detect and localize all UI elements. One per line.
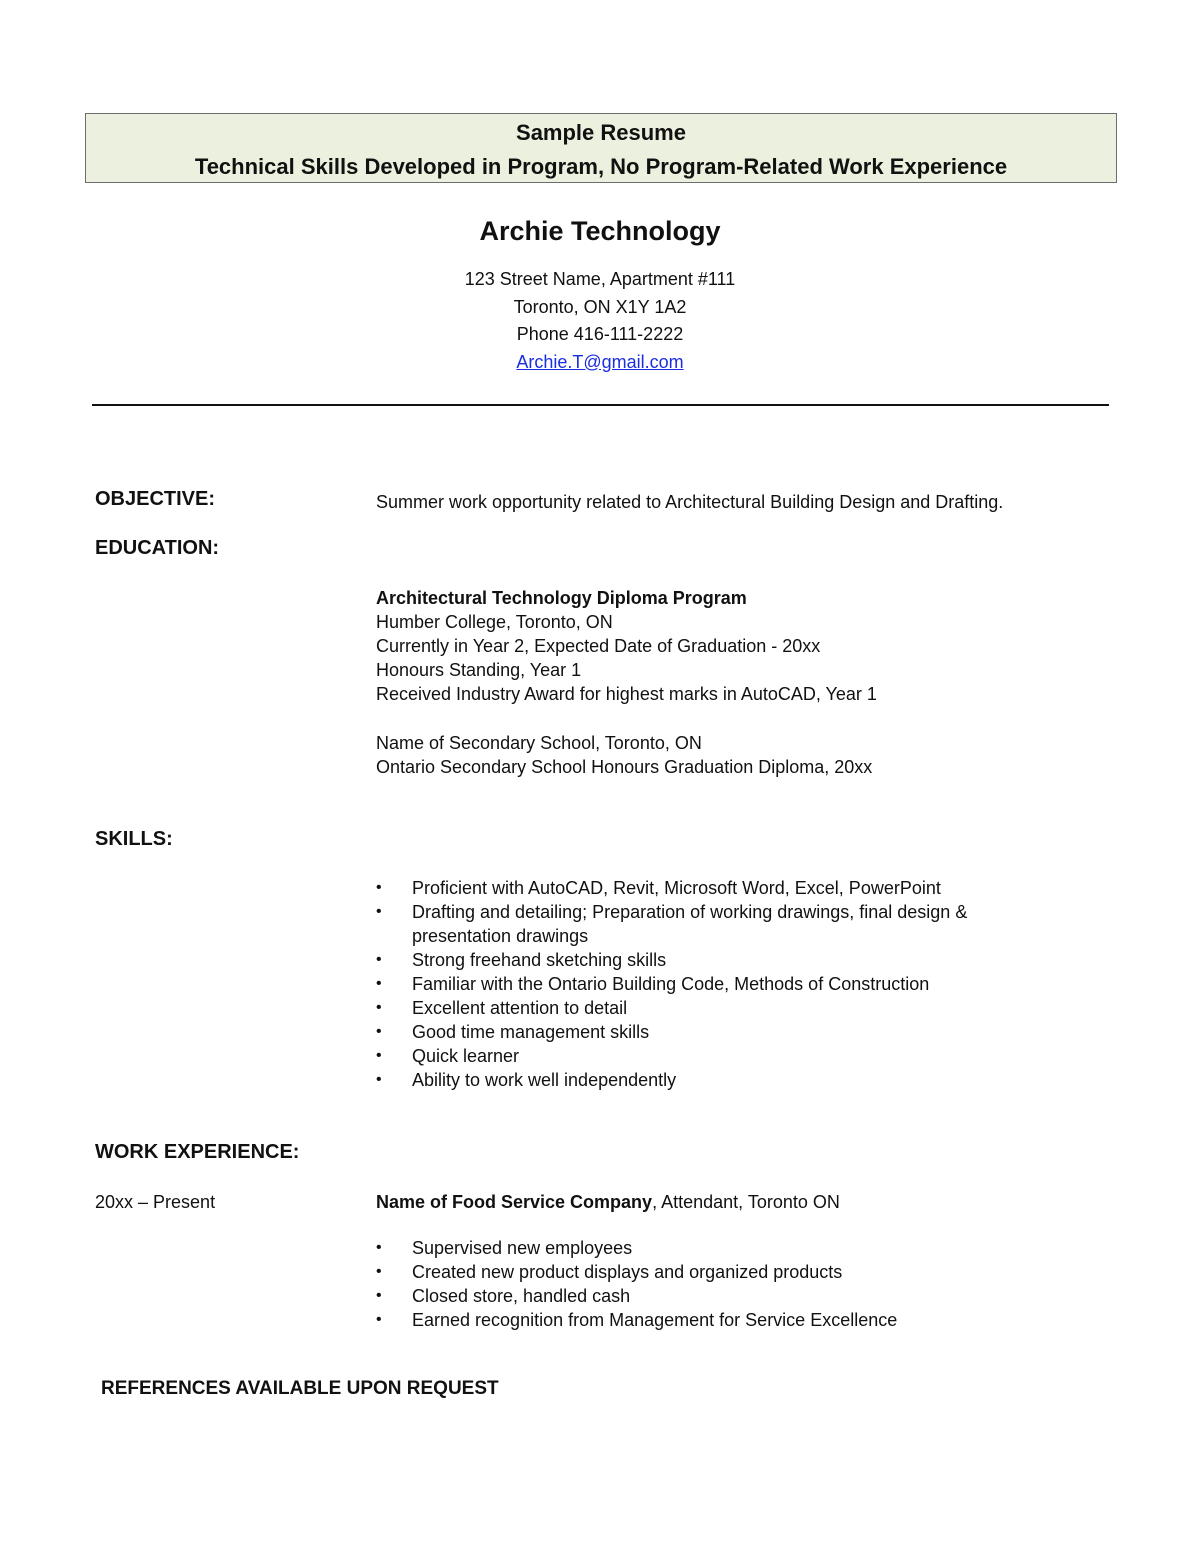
phone-number: Phone 416-111-2222 bbox=[516, 324, 684, 344]
program-title: Architectural Technology Diploma Program bbox=[376, 588, 747, 608]
bullet-icon: • bbox=[376, 1311, 382, 1328]
bullet-icon: • bbox=[376, 1263, 382, 1280]
applicant-name: Archie Technology bbox=[479, 216, 721, 246]
title-banner bbox=[85, 113, 1117, 183]
program-line: Received Industry Award for highest marks in AutoCAD, Year 1 bbox=[376, 684, 877, 704]
skill-item: • Quick learner bbox=[376, 1046, 520, 1066]
duty-item: • Created new product displays and organized products bbox=[376, 1262, 843, 1282]
bullet-icon: • bbox=[376, 999, 382, 1016]
skill-item: • Good time management skills bbox=[376, 1022, 650, 1042]
education-heading: EDUCATION: bbox=[95, 537, 220, 559]
skills-list bbox=[376, 876, 1052, 1092]
bullet-icon: • bbox=[376, 879, 382, 896]
banner-title: Sample Resume bbox=[516, 120, 686, 145]
skill-item: • Familiar with the Ontario Building Code, Methods of Construction bbox=[376, 974, 930, 994]
header-divider bbox=[92, 404, 1109, 406]
secondary-line: Ontario Secondary School Honours Graduation Diploma, 20xx bbox=[376, 757, 873, 777]
education-secondary-block bbox=[376, 731, 872, 779]
bullet-icon: • bbox=[376, 975, 382, 992]
skill-item: • Drafting and detailing; Preparation of working drawings, final design & presentation drawings bbox=[376, 902, 968, 946]
role-location: , Attendant, Toronto ON bbox=[652, 1192, 840, 1212]
skill-item: • Excellent attention to detail bbox=[376, 998, 628, 1018]
bullet-icon: • bbox=[376, 951, 382, 968]
work-dates: 20xx – Present bbox=[95, 1192, 216, 1212]
education-program-block bbox=[376, 586, 877, 706]
skill-item: • Proficient with AutoCAD, Revit, Microsoft Word, Excel, PowerPoint bbox=[376, 878, 941, 898]
duty-item: • Supervised new employees bbox=[376, 1238, 633, 1258]
work-experience-heading: WORK EXPERIENCE: bbox=[95, 1141, 300, 1163]
skill-item: • Ability to work well independently bbox=[376, 1070, 677, 1090]
address-line-1: 123 Street Name, Apartment #111 bbox=[464, 269, 736, 289]
bullet-icon: • bbox=[376, 1287, 382, 1304]
work-duties-list bbox=[376, 1236, 1052, 1332]
email-link[interactable]: Archie.T@gmail.com bbox=[516, 351, 684, 372]
secondary-line: Name of Secondary School, Toronto, ON bbox=[376, 733, 702, 753]
skill-item: • Strong freehand sketching skills bbox=[376, 950, 667, 970]
contact-block bbox=[0, 266, 1200, 376]
skills-heading: SKILLS: bbox=[95, 828, 173, 850]
address-line-2: Toronto, ON X1Y 1A2 bbox=[513, 296, 687, 317]
work-position bbox=[376, 1190, 840, 1214]
bullet-icon: • bbox=[376, 1071, 382, 1088]
objective-text: Summer work opportunity related to Architectural Building Design and Drafting. bbox=[376, 492, 1004, 512]
program-line: Humber College, Toronto, ON bbox=[376, 612, 613, 632]
objective-heading: OBJECTIVE: bbox=[95, 488, 216, 510]
program-line: Honours Standing, Year 1 bbox=[376, 660, 582, 680]
bullet-icon: • bbox=[376, 1023, 382, 1040]
bullet-icon: • bbox=[376, 903, 382, 920]
banner-subtitle: Technical Skills Developed in Program, No Program-Related Work Experience bbox=[194, 154, 1008, 179]
references-note: REFERENCES AVAILABLE UPON REQUEST bbox=[101, 1378, 499, 1399]
duty-item: • Closed store, handled cash bbox=[376, 1286, 631, 1306]
company-name: Name of Food Service Company bbox=[376, 1192, 653, 1212]
program-line: Currently in Year 2, Expected Date of Graduation - 20xx bbox=[376, 636, 821, 656]
duty-item: • Earned recognition from Management for Service Excellence bbox=[376, 1310, 898, 1330]
bullet-icon: • bbox=[376, 1047, 382, 1064]
bullet-icon: • bbox=[376, 1239, 382, 1256]
